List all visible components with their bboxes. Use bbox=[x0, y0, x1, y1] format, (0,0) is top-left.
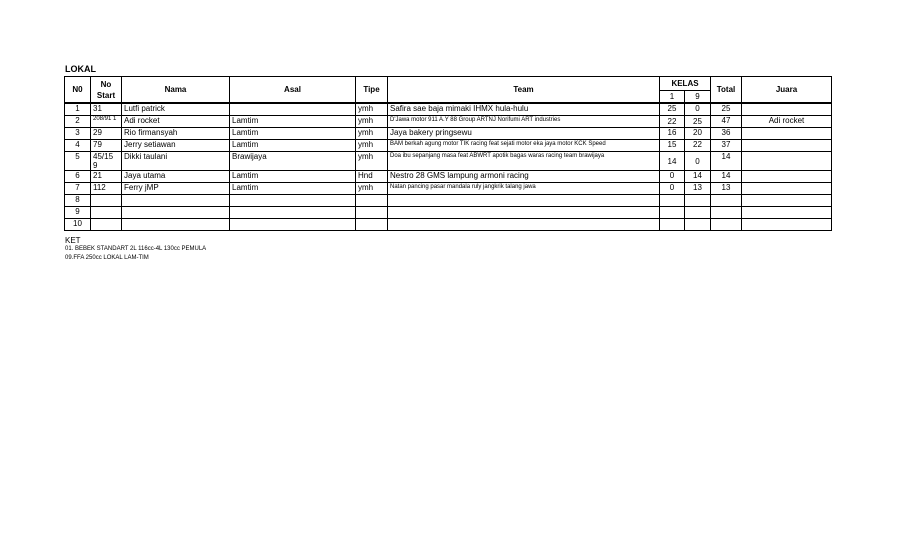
class-note-1: 01. BEBEK STANDART 2L 116cc-4L 130cc PEMULA bbox=[65, 246, 207, 252]
cell-nama: Lutfi patrick bbox=[122, 103, 230, 116]
cell-start: 112 bbox=[91, 183, 122, 195]
cell-total: 14 bbox=[711, 171, 742, 183]
cell-total bbox=[711, 195, 742, 207]
cell-juara bbox=[742, 207, 832, 219]
cell-nama: Jerry setiawan bbox=[122, 140, 230, 152]
cell-asal bbox=[230, 195, 356, 207]
cell-asal: Lamtim bbox=[230, 140, 356, 152]
table-row bbox=[65, 207, 832, 219]
cell-nama: Jaya utama bbox=[122, 171, 230, 183]
cell-nama bbox=[122, 195, 230, 207]
cell-tipe bbox=[356, 207, 388, 219]
cell-total: 47 bbox=[711, 116, 742, 128]
cell-kelas-9 bbox=[685, 195, 711, 207]
cell-no: 5 bbox=[65, 152, 91, 171]
cell-juara: Adi rocket bbox=[742, 116, 832, 128]
header-juara: Juara bbox=[742, 77, 832, 104]
cell-start: 31 bbox=[91, 103, 122, 116]
cell-juara bbox=[742, 183, 832, 195]
cell-juara bbox=[742, 128, 832, 140]
cell-asal: Brawijaya bbox=[230, 152, 356, 171]
cell-kelas-1: 25 bbox=[660, 103, 685, 116]
cell-no: 3 bbox=[65, 128, 91, 140]
cell-kelas-9: 25 bbox=[685, 116, 711, 128]
cell-no: 6 bbox=[65, 171, 91, 183]
cell-juara bbox=[742, 171, 832, 183]
cell-nama bbox=[122, 207, 230, 219]
cell-team: BAM berkah agung motor TIK racing feat sejati motor eka jaya motor KCK Speed bbox=[388, 140, 660, 152]
cell-asal: Lamtim bbox=[230, 171, 356, 183]
cell-start: 29 bbox=[91, 128, 122, 140]
cell-no: 9 bbox=[65, 207, 91, 219]
cell-kelas-1: 14 bbox=[660, 152, 685, 171]
cell-team: Natan pancing pasar mandala ruly jangkrik talang jawa bbox=[388, 183, 660, 195]
cell-no: 8 bbox=[65, 195, 91, 207]
table-row bbox=[65, 219, 832, 231]
table-row bbox=[65, 152, 832, 171]
cell-start bbox=[91, 195, 122, 207]
table-row bbox=[65, 195, 832, 207]
cell-tipe: ymh bbox=[356, 152, 388, 171]
cell-asal: Lamtim bbox=[230, 128, 356, 140]
cell-start bbox=[91, 219, 122, 231]
cell-team: D'Jawa motor 911 A.Y 88 Group ARTNJ Norifumi ART industries bbox=[388, 116, 660, 128]
cell-total: 13 bbox=[711, 183, 742, 195]
ket-label: KET bbox=[65, 236, 81, 245]
cell-tipe: ymh bbox=[356, 183, 388, 195]
cell-tipe: ymh bbox=[356, 140, 388, 152]
results-table bbox=[64, 76, 832, 231]
cell-tipe: ymh bbox=[356, 116, 388, 128]
cell-nama: Dikki taulani bbox=[122, 152, 230, 171]
cell-nama: Rio firmansyah bbox=[122, 128, 230, 140]
table-row bbox=[65, 116, 832, 128]
cell-team: Nestro 28 GMS lampung armoni racing bbox=[388, 171, 660, 183]
cell-total: 25 bbox=[711, 103, 742, 116]
cell-nama: Adi rocket bbox=[122, 116, 230, 128]
cell-tipe: ymh bbox=[356, 128, 388, 140]
cell-kelas-1: 15 bbox=[660, 140, 685, 152]
cell-asal bbox=[230, 207, 356, 219]
header-no-start: No Start bbox=[91, 77, 122, 104]
cell-kelas-1: 16 bbox=[660, 128, 685, 140]
header-total: Total bbox=[711, 77, 742, 104]
header-kelas-1: 1 bbox=[660, 91, 685, 104]
cell-juara bbox=[742, 195, 832, 207]
cell-start: 79 bbox=[91, 140, 122, 152]
table-row bbox=[65, 103, 832, 116]
cell-tipe bbox=[356, 195, 388, 207]
header-nama: Nama bbox=[122, 77, 230, 104]
header-asal: Asal bbox=[230, 77, 356, 104]
cell-tipe: ymh bbox=[356, 103, 388, 116]
cell-kelas-9: 0 bbox=[685, 152, 711, 171]
cell-juara bbox=[742, 140, 832, 152]
cell-kelas-9: 0 bbox=[685, 103, 711, 116]
cell-kelas-1: 0 bbox=[660, 183, 685, 195]
cell-no: 7 bbox=[65, 183, 91, 195]
cell-no: 10 bbox=[65, 219, 91, 231]
cell-team bbox=[388, 207, 660, 219]
cell-total bbox=[711, 207, 742, 219]
section-title: LOKAL bbox=[65, 64, 96, 74]
header-kelas: KELAS bbox=[660, 77, 711, 91]
cell-nama bbox=[122, 219, 230, 231]
cell-kelas-9: 22 bbox=[685, 140, 711, 152]
cell-total: 37 bbox=[711, 140, 742, 152]
class-note-2: 09.FFA 250cc LOKAL LAM-TIM bbox=[65, 255, 149, 261]
cell-kelas-1 bbox=[660, 195, 685, 207]
cell-kelas-9: 14 bbox=[685, 171, 711, 183]
cell-kelas-9 bbox=[685, 207, 711, 219]
header-team: Team bbox=[388, 77, 660, 104]
cell-no: 2 bbox=[65, 116, 91, 128]
cell-juara bbox=[742, 152, 832, 171]
cell-start bbox=[91, 207, 122, 219]
cell-asal bbox=[230, 103, 356, 116]
cell-team: Doa ibu sepanjang masa feat ABWRT apotik bagas waras racing team brawijaya bbox=[388, 152, 660, 171]
table-row bbox=[65, 140, 832, 152]
cell-team bbox=[388, 195, 660, 207]
cell-no: 1 bbox=[65, 103, 91, 116]
cell-kelas-9: 13 bbox=[685, 183, 711, 195]
cell-asal bbox=[230, 219, 356, 231]
table-row bbox=[65, 183, 832, 195]
cell-team bbox=[388, 219, 660, 231]
cell-team: Safira sae baja mimaki IHMX hula-hulu bbox=[388, 103, 660, 116]
cell-nama: Ferry jMP bbox=[122, 183, 230, 195]
cell-no: 4 bbox=[65, 140, 91, 152]
cell-tipe bbox=[356, 219, 388, 231]
cell-start: 21 bbox=[91, 171, 122, 183]
cell-kelas-1: 22 bbox=[660, 116, 685, 128]
header-no: N0 bbox=[65, 77, 91, 104]
cell-total: 36 bbox=[711, 128, 742, 140]
cell-kelas-1 bbox=[660, 207, 685, 219]
cell-team: Jaya bakery pringsewu bbox=[388, 128, 660, 140]
cell-start: 208/91 1 bbox=[91, 116, 122, 128]
cell-kelas-9: 20 bbox=[685, 128, 711, 140]
header-kelas-9: 9 bbox=[685, 91, 711, 104]
cell-start: 45/15 9 bbox=[91, 152, 122, 171]
cell-kelas-1 bbox=[660, 219, 685, 231]
cell-total: 14 bbox=[711, 152, 742, 171]
cell-total bbox=[711, 219, 742, 231]
cell-asal: Lamtim bbox=[230, 116, 356, 128]
cell-asal: Lamtim bbox=[230, 183, 356, 195]
cell-kelas-9 bbox=[685, 219, 711, 231]
table-row bbox=[65, 171, 832, 183]
header-tipe: Tipe bbox=[356, 77, 388, 104]
cell-juara bbox=[742, 219, 832, 231]
cell-juara bbox=[742, 103, 832, 116]
table-row bbox=[65, 128, 832, 140]
cell-kelas-1: 0 bbox=[660, 171, 685, 183]
cell-tipe: Hnd bbox=[356, 171, 388, 183]
